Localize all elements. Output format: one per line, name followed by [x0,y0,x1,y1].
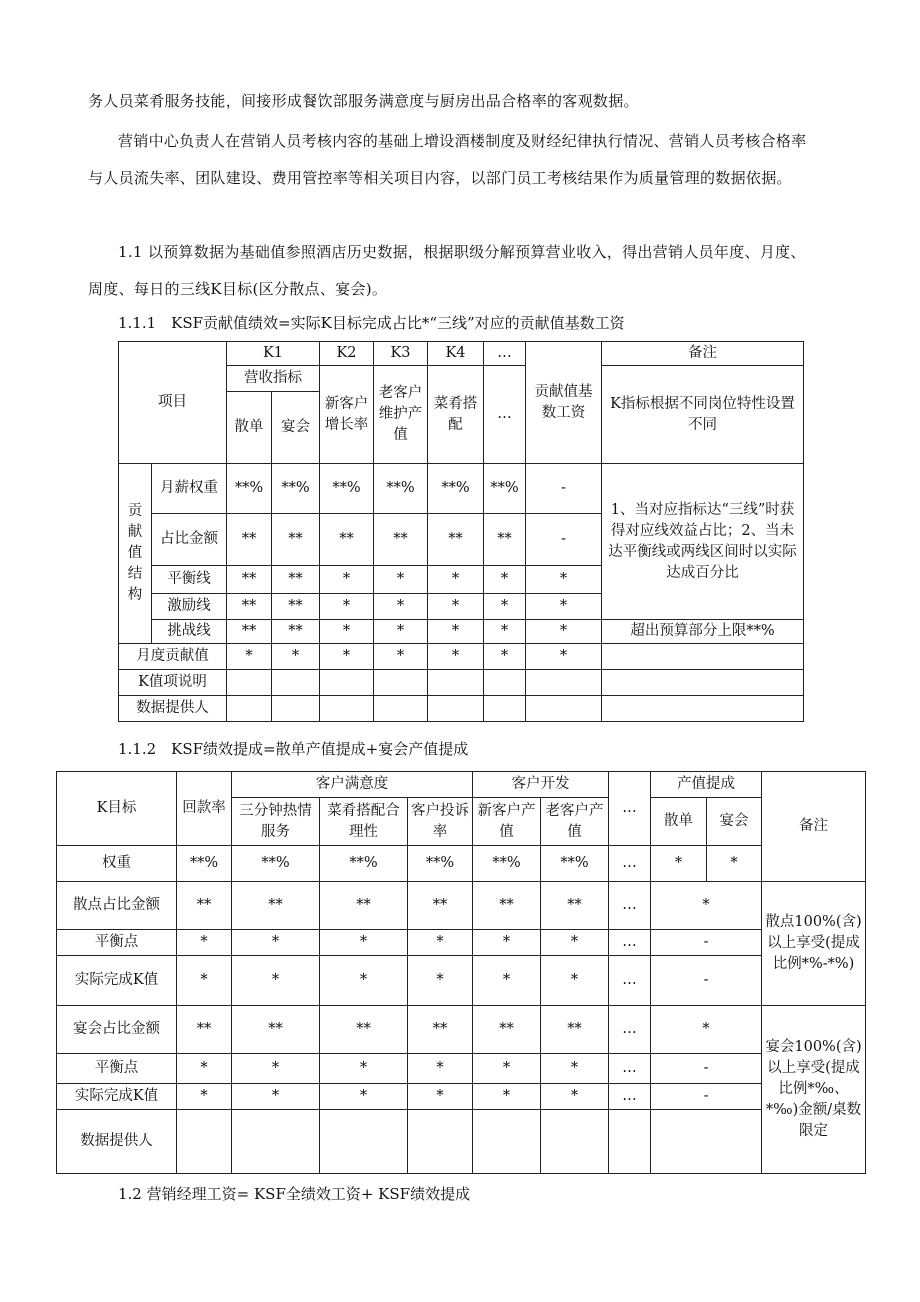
row-label: 月度贡献值 [119,644,227,670]
remark-banquet: 宴会100%(含)以上享受(提成比例*‰、*‰)金额/桌数限定 [762,1006,866,1174]
cell: **% [374,464,428,514]
cell: ** [320,1006,408,1054]
row-label: 平衡点 [57,1054,177,1084]
section-1-2-heading: 1.2 营销经理工资= KSF全绩效工资+ KSF绩效提成 [118,1185,471,1203]
cell [177,1110,232,1174]
cell [526,696,602,722]
cell: * [541,1084,609,1110]
cell: * [428,566,484,594]
cell: * [408,930,473,956]
cell: **% [428,464,484,514]
header-new-cust: 新客户产值 [473,798,541,846]
cell [428,696,484,722]
header-banquet: 宴会 [707,798,762,846]
cell: * [408,1054,473,1084]
cell [602,670,804,696]
row-label: 宴会占比金额 [57,1006,177,1054]
row-label: 激励线 [152,594,227,620]
cell [320,670,374,696]
cell: ** [272,566,320,594]
row-label: 数据提供人 [57,1110,177,1174]
row-label: 挑战线 [152,620,227,644]
cell: * [473,1084,541,1110]
cell: - [526,514,602,566]
cell: * [526,594,602,620]
header-k-target: K目标 [57,772,177,846]
cell [541,1110,609,1174]
cell: * [320,644,374,670]
cell: ** [408,1006,473,1054]
header-remark: 备注 [602,342,804,366]
ksf-contribution-table [118,341,804,722]
cell [272,696,320,722]
cell: * [651,1006,762,1054]
cell: ** [428,514,484,566]
cell: **% [232,846,320,882]
cell: * [177,1054,232,1084]
cell [320,696,374,722]
cell: * [232,1054,320,1084]
cell: * [651,846,707,882]
cell: … [609,846,651,882]
section-1-1-1-heading: 1.1.1 KSF贡献值绩效=实际K目标完成占比*“三线”对应的贡献值基数工资 [118,314,625,332]
ksf-commission-table [56,771,866,1174]
header-revenue: 营收指标 [227,366,320,392]
cell: * [526,644,602,670]
cell: ** [232,1006,320,1054]
cell: … [609,1084,651,1110]
cell [374,670,428,696]
header-complaint: 客户投诉率 [408,798,473,846]
cell: * [484,566,526,594]
row-label: 平衡点 [57,930,177,956]
cell: ** [227,514,272,566]
cell: … [609,1054,651,1084]
cell [232,1110,320,1174]
group-contribution-structure: 贡献值结构 [119,464,152,644]
cell: * [177,956,232,1006]
cell: ** [177,882,232,930]
cell: * [541,930,609,956]
cell: * [541,956,609,1006]
cell [473,1110,541,1174]
header-pairing: 菜肴搭配合理性 [320,798,408,846]
cell: - [651,1054,762,1084]
cell: ** [374,514,428,566]
row-label: 散点占比金额 [57,882,177,930]
header-k-ellipsis: … [484,342,526,366]
cell: * [408,1084,473,1110]
header-ellipsis-2: … [484,366,526,464]
cell: ** [227,594,272,620]
cell [227,696,272,722]
cell: ** [227,620,272,644]
header-output: 产值提成 [651,772,762,798]
cell: * [541,1054,609,1084]
cell: * [320,620,374,644]
row-label: 实际完成K值 [57,1084,177,1110]
cell: * [374,566,428,594]
header-k4: K4 [428,342,484,366]
cell: * [272,644,320,670]
row-label: 月薪权重 [152,464,227,514]
cell [320,1110,408,1174]
paragraph-3: 1.1 以预算数据为基础值参照酒店历史数据，根据职级分解预算营业收入，得出营销人员年度、月度、周度、每日的三线K目标(区分散点、宴会)。 [88,243,806,298]
cell: - [651,930,762,956]
header-scatter: 散单 [651,798,707,846]
cell: ** [232,882,320,930]
cell: * [473,956,541,1006]
cell: * [484,644,526,670]
cell: … [609,882,651,930]
cell [651,1110,762,1174]
cell: ** [272,620,320,644]
cell: ** [484,514,526,566]
cell: … [609,956,651,1006]
cell [609,1110,651,1174]
cell [602,644,804,670]
cell: **% [541,846,609,882]
header-satisfaction: 客户满意度 [232,772,473,798]
remark-scatter: 散点100%(含)以上享受(提成比例*%-*%) [762,882,866,1006]
cell: **% [177,846,232,882]
header-k2: K2 [320,342,374,366]
cell: **% [320,846,408,882]
cell [374,696,428,722]
cell: * [232,1084,320,1110]
cell [428,670,484,696]
cell: … [609,930,651,956]
cell: ** [272,594,320,620]
cell: - [651,1084,762,1110]
row-label: 平衡线 [152,566,227,594]
cell: **% [484,464,526,514]
header-k1: K1 [227,342,320,366]
section-1-1-2-heading: 1.1.2 KSF绩效提成=散单产值提成+宴会产值提成 [118,740,469,758]
cell: **% [320,464,374,514]
paragraph-1: 务人员菜肴服务技能，间接形成餐饮部服务满意度与厨房出品合格率的客观数据。 [88,92,639,110]
cell: * [320,1084,408,1110]
cell: ** [541,1006,609,1054]
cell [484,696,526,722]
header-pairing: 菜肴搭配 [428,366,484,464]
cell: … [609,1006,651,1054]
cell: * [232,930,320,956]
cell: * [374,644,428,670]
cell: **% [408,846,473,882]
header-banquet: 宴会 [272,392,320,464]
header-three-min: 三分钟热情服务 [232,798,320,846]
cell: * [320,956,408,1006]
cell: * [484,594,526,620]
cell [272,670,320,696]
cell: - [651,956,762,1006]
row-label: 占比金额 [152,514,227,566]
header-collection: 回款率 [177,772,232,846]
header-old-maint: 老客户维护产值 [374,366,428,464]
cell: * [526,566,602,594]
cell: * [320,930,408,956]
cell: * [177,930,232,956]
cell: ** [227,566,272,594]
header-scatter: 散单 [227,392,272,464]
cell: * [320,566,374,594]
cell: * [428,620,484,644]
cell: * [484,620,526,644]
cell: ** [541,882,609,930]
cell: ** [320,514,374,566]
cell: **% [272,464,320,514]
cell: ** [473,1006,541,1054]
cell: * [473,1054,541,1084]
cell [227,670,272,696]
row-label: 数据提供人 [119,696,227,722]
cell: * [177,1084,232,1110]
paragraph-2: 营销中心负责人在营销人员考核内容的基础上增设酒楼制度及财经纪律执行情况、营销人员考核合格率与人员流失率、团队建设、费用管控率等相关项目内容，以部门员工考核结果作为质量管理的数据依据。 [88,132,807,187]
cell: ** [272,514,320,566]
cell: * [651,882,762,930]
cell: * [374,594,428,620]
cell: * [227,644,272,670]
header-base-wage: 贡献值基数工资 [526,342,602,464]
header-remark: 备注 [762,772,866,882]
cell: ** [408,882,473,930]
cell [526,670,602,696]
cell: * [320,1054,408,1084]
cell: * [526,620,602,644]
header-remark-desc: K指标根据不同岗位特性设置不同 [602,366,804,464]
row-label: 权重 [57,846,177,882]
header-old-cust: 老客户产值 [541,798,609,846]
remark-upper-limit: 超出预算部分上限**% [602,620,804,644]
header-k3: K3 [374,342,428,366]
cell: * [428,644,484,670]
cell: * [408,956,473,1006]
cell: * [473,930,541,956]
cell [602,696,804,722]
cell [408,1110,473,1174]
header-ellipsis: … [609,772,651,846]
cell: * [707,846,762,882]
cell: ** [177,1006,232,1054]
cell: ** [473,882,541,930]
cell: - [526,464,602,514]
cell: **% [227,464,272,514]
cell: * [374,620,428,644]
cell: **% [473,846,541,882]
header-item: 项目 [119,342,227,464]
cell: * [232,956,320,1006]
cell: * [428,594,484,620]
cell: ** [320,882,408,930]
cell [484,670,526,696]
cell: * [320,594,374,620]
row-label: 实际完成K值 [57,956,177,1006]
header-new-growth: 新客户增长率 [320,366,374,464]
row-label: K值项说明 [119,670,227,696]
remark-three-lines: 1、当对应指标达“三线”时获得对应线效益占比；2、当未达平衡线或两线区间时以实际达成百分比 [602,464,804,620]
header-dev: 客户开发 [473,772,609,798]
